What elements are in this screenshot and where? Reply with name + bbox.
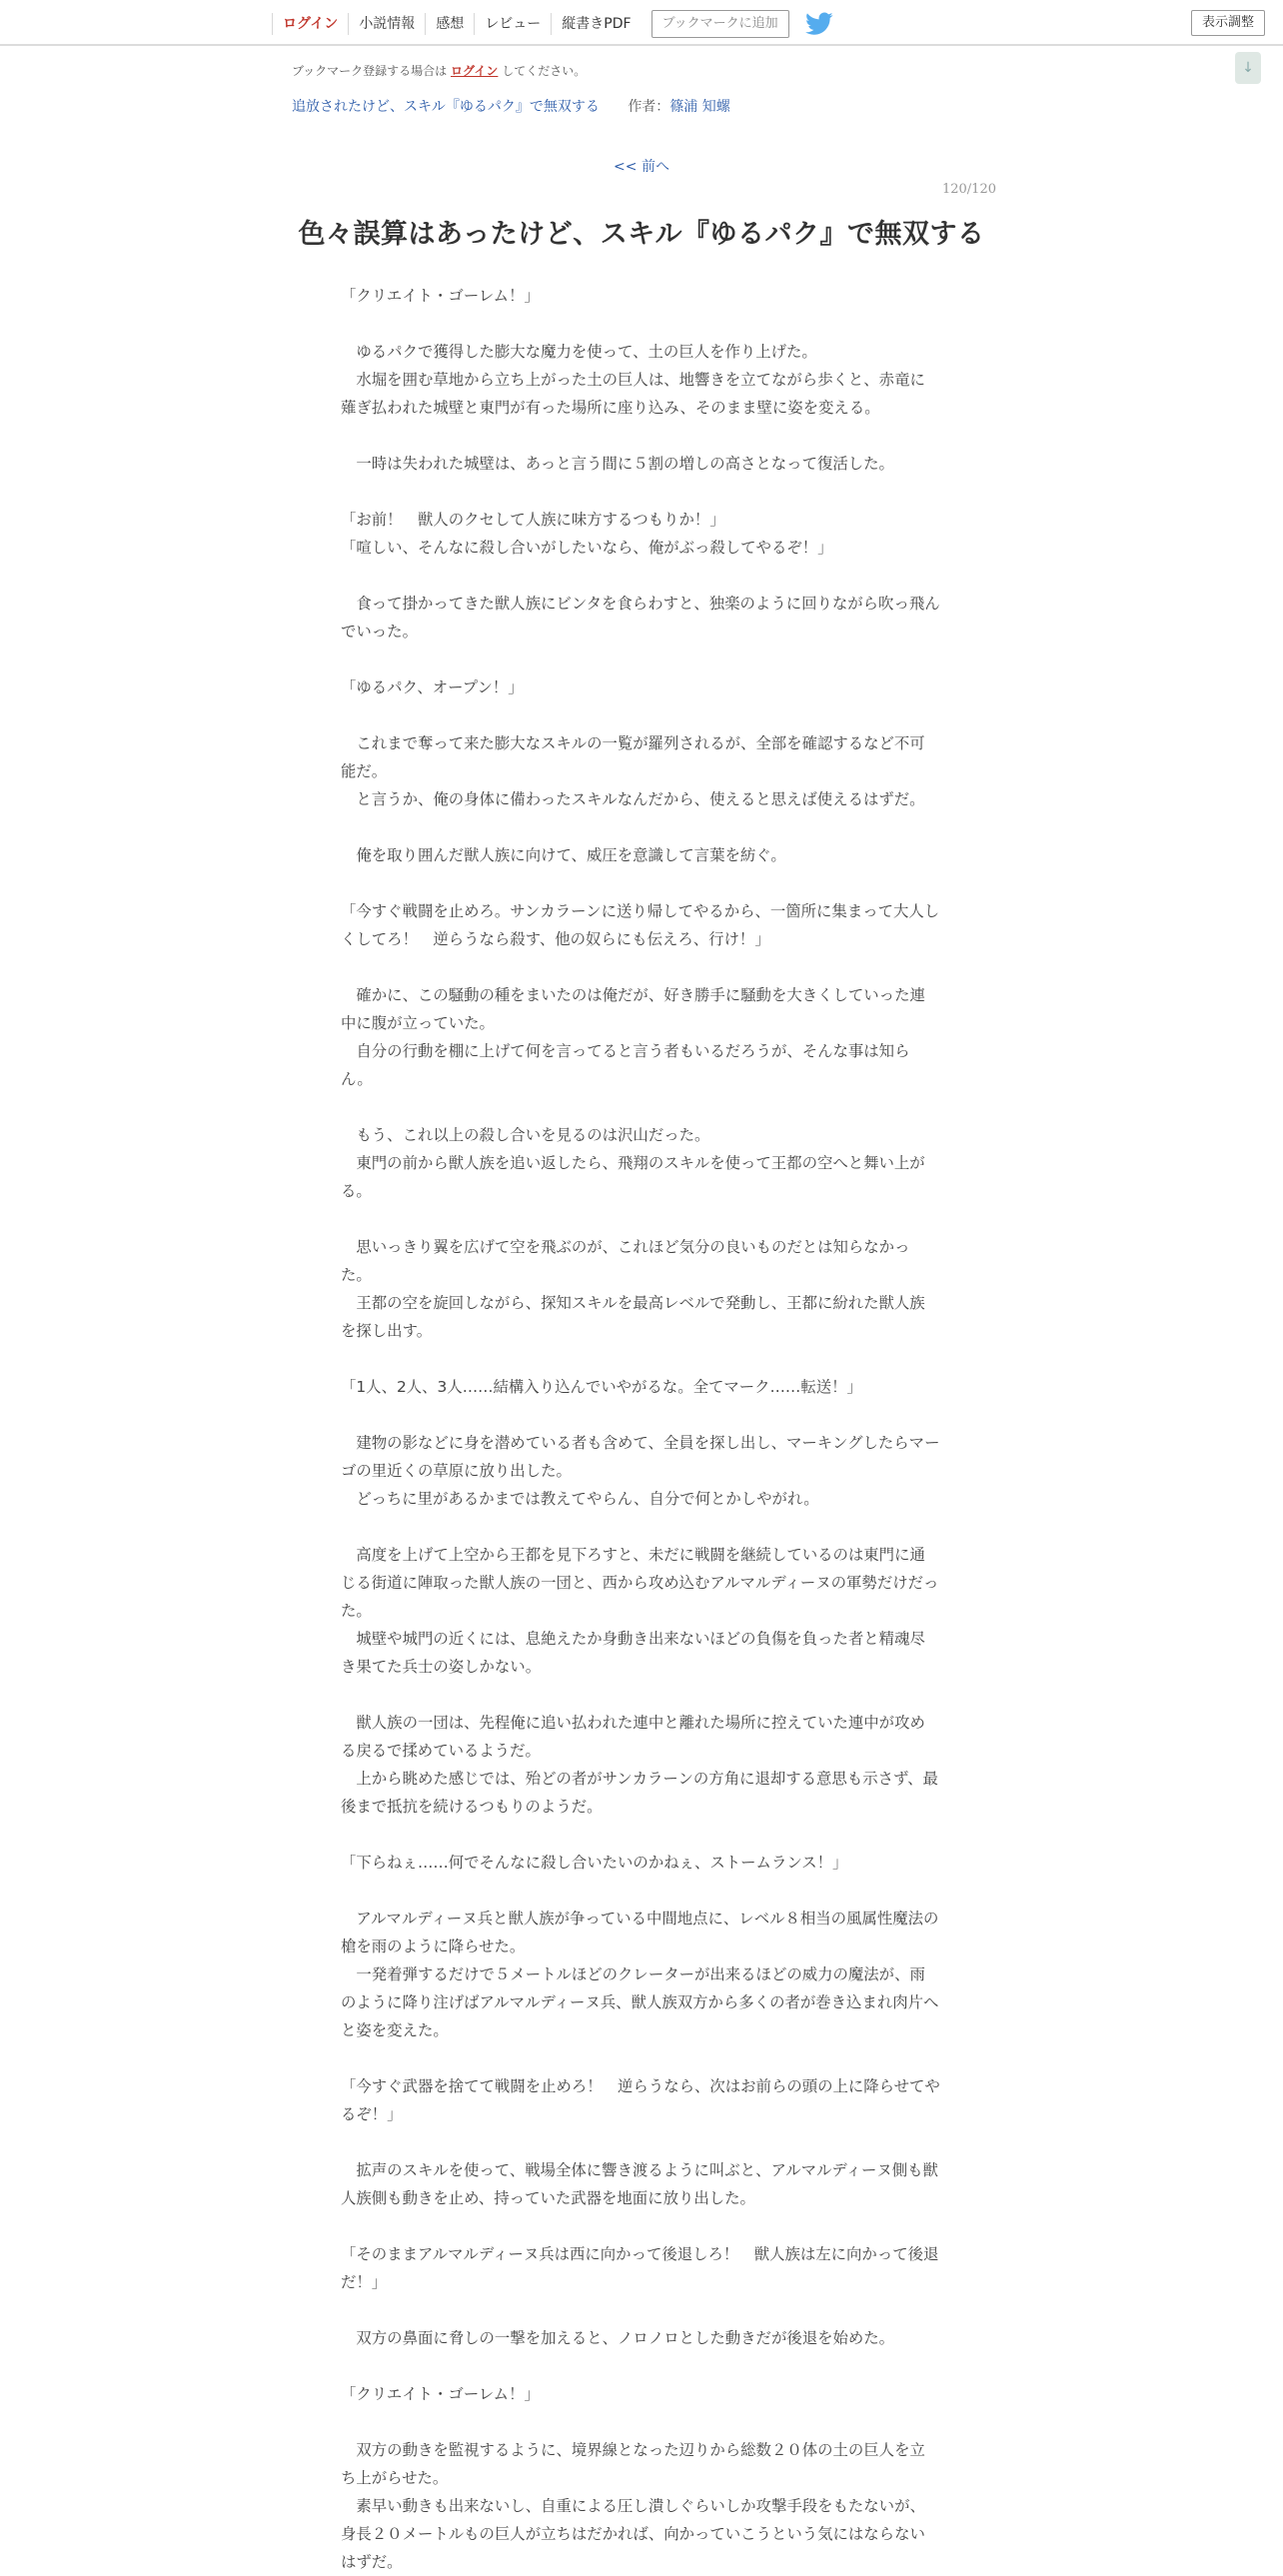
blank-line (341, 2212, 940, 2240)
blank-line (341, 953, 940, 981)
display-settings-button[interactable]: 表示調整 (1191, 10, 1265, 36)
prev-page-link[interactable]: << 前へ (614, 159, 669, 175)
blank-line (341, 813, 940, 841)
body-paragraph: 建物の影などに身を潜めている者も含めて、全員を探し出し、マーキングしたらマーゴの里近くの草原に放り出した。 (341, 1434, 940, 1480)
body-paragraph: 俺を取り囲んだ獣人族に向けて、威圧を意識して言葉を紡ぐ。 (341, 846, 786, 864)
blank-line (341, 422, 940, 450)
body-paragraph: 獣人族の一団は、先程俺に追い払われた連中と離れた場所に控えていた連中が攻める戻るで揉めているようだ。 (341, 1714, 925, 1760)
blank-line (341, 1205, 940, 1233)
body-paragraph: 「そのままアルマルディーヌ兵は西に向かって後退しろ！ 獣人族は左に向かって後退だ！」 (341, 2245, 939, 2291)
body-paragraph: 「今すぐ戦闘を止めろ。サンカラーンに送り帰してやるから、一箇所に集まって大人しくしてろ！ 逆らうなら殺す、他の奴らにも伝えろ、行け！」 (341, 902, 940, 948)
bookmark-login-link[interactable]: ログイン (451, 64, 499, 78)
body-paragraph: 食って掛かってきた獣人族にビンタを食らわすと、独楽のように回りながら吹っ飛んでいった。 (341, 595, 940, 641)
blank-line (341, 310, 940, 338)
body-paragraph: 「下らねぇ……何でそんなに殺し合いたいのかねぇ、ストームランス！」 (341, 1854, 848, 1872)
blank-line (341, 1093, 940, 1121)
top-nav (272, 6, 833, 42)
body-paragraph: 自分の行動を棚に上げて何を言ってると言う者もいるだろうが、そんな事は知らん。 (341, 1042, 910, 1088)
nav-login[interactable]: ログイン (272, 13, 348, 35)
body-paragraph: 一発着弾するだけで５メートルほどのクレーターが出来るほどの威力の魔法が、雨のように降り注げばアルマルディーヌ兵、獣人族双方から多くの者が巻き込まれ肉片へと姿を変えた。 (341, 1965, 939, 2039)
blank-line (341, 645, 940, 673)
blank-line (341, 2352, 940, 2380)
series-title-link[interactable]: 追放されたけど、スキル『ゆるパク』で無双する (292, 99, 600, 115)
blank-line (341, 1821, 940, 1849)
body-paragraph: 城壁や城門の近くには、息絶えたか身動き出来ないほどの負傷を負った者と精魂尽き果てた兵士の姿しかない。 (341, 1630, 925, 1676)
series-info (292, 96, 730, 116)
body-paragraph: 「喧しい、そんなに殺し合いがしたいなら、俺がぶっ殺してやるぞ！」 (341, 539, 833, 557)
blank-line (341, 2408, 940, 2436)
blank-line (341, 1345, 940, 1373)
body-paragraph: 素早い動きも出来ないし、自重による圧し潰しぐらいしか攻撃手段をもたないが、身長２０メートルもの巨人が立ちはだかれば、向かっていこうという気にはならないはずだ。 (341, 2497, 925, 2571)
page-count: 120/120 (941, 182, 996, 197)
body-paragraph: もう、これ以上の殺し合いを見るのは沢山だった。 (341, 1126, 710, 1144)
blank-line (341, 1401, 940, 1429)
body-paragraph: 水堀を囲む草地から立ち上がった土の巨人は、地響きを立てながら歩くと、赤竜に薙ぎ払われた城壁と東門が有った場所に座り込み、そのまま壁に姿を変える。 (341, 371, 925, 417)
scroll-down-button[interactable]: ↓ (1235, 52, 1261, 84)
body-paragraph: 思いっきり翼を広げて空を飛ぶのが、これほど気分の良いものだとは知らなかった。 (341, 1238, 910, 1284)
nav-review[interactable]: レビュー (474, 13, 551, 35)
body-paragraph: 確かに、この騒動の種をまいたのは俺だが、好き勝手に騒動を大きくしていった連中に腹が立っていた。 (341, 986, 925, 1032)
body-paragraph: 「ゆるパク、オープン！」 (341, 678, 524, 696)
blank-line (341, 869, 940, 897)
blank-line (341, 1681, 940, 1709)
author-link[interactable]: 篠浦 知螺 (669, 99, 730, 115)
blank-line (341, 1877, 940, 1905)
add-bookmark-button[interactable]: ブックマークに追加 (651, 10, 789, 38)
body-paragraph: 双方の鼻面に脅しの一撃を加えると、ノロノロとした動きだが後退を始めた。 (341, 2329, 895, 2347)
body-paragraph: 高度を上げて上空から王都を見下ろすと、未だに戦闘を継続しているのは東門に通じる街道に陣取った獣人族の一団と、西から攻め込むアルマルディーヌの軍勢だけだった。 (341, 1546, 939, 1620)
body-paragraph: 「1人、2人、3人……結構入り込んでいやがるな。全てマーク……転送！」 (341, 1378, 862, 1396)
prev-page-nav (0, 156, 1283, 176)
body-paragraph: 上から眺めた感じでは、殆どの者がサンカラーンの方角に退却する意思も示さず、最後まで抵抗を続けるつもりのようだ。 (341, 1770, 938, 1816)
body-paragraph: 「クリエイト・ゴーレム！」 (341, 287, 540, 305)
body-paragraph: 双方の動きを監視するように、境界線となった辺りから総数２０体の土の巨人を立ち上がらせた。 (341, 2441, 925, 2487)
body-paragraph: これまで奪って来た膨大なスキルの一覧が羅列されるが、全部を確認するなど不可能だ。 (341, 734, 925, 780)
author-label: 作者： (628, 99, 670, 115)
body-paragraph: 「お前！ 獣人のクセして人族に味方するつもりか！」 (341, 511, 725, 529)
chapter-title: 色々誤算はあったけど、スキル『ゆるパク』で無双する (298, 219, 985, 250)
blank-line (341, 2044, 940, 2072)
novel-body (341, 282, 940, 2576)
body-paragraph: 王都の空を旋回しながら、探知スキルを最高レベルで発動し、王都に紛れた獣人族を探し出す。 (341, 1294, 925, 1340)
nav-novel-info[interactable]: 小説情報 (348, 13, 425, 35)
nav-vertical-pdf[interactable]: 縦書きPDF (551, 13, 641, 35)
body-paragraph: アルマルディーヌ兵と獣人族が争っている中間地点に、レベル８相当の風属性魔法の槍を雨のように降らせた。 (341, 1910, 939, 1955)
blank-line (341, 1513, 940, 1541)
bookmark-notice-before: ブックマーク登録する場合は (292, 64, 448, 78)
bookmark-notice (292, 62, 586, 79)
body-paragraph: 一時は失われた城壁は、あっと言う間に５割の増しの高さとなって復活した。 (341, 455, 894, 473)
blank-line (341, 2128, 940, 2156)
body-paragraph: 拡声のスキルを使って、戦場全体に響き渡るように叫ぶと、アルマルディーヌ側も獣人族側も動きを止め、持っていた武器を地面に放り出した。 (341, 2161, 938, 2207)
body-paragraph: と言うか、俺の身体に備わったスキルなんだから、使えると思えば使えるはずだ。 (341, 790, 925, 808)
top-header (0, 0, 1283, 46)
body-paragraph: 「今すぐ武器を捨てて戦闘を止めろ！ 逆らうなら、次はお前らの頭の上に降らせてやるぞ！」 (341, 2077, 940, 2123)
blank-line (341, 701, 940, 729)
blank-line (341, 478, 940, 506)
blank-line (341, 562, 940, 590)
blank-line (341, 2296, 940, 2324)
body-paragraph: どっちに里があるかまでは教えてやらん、自分で何とかしやがれ。 (341, 1490, 819, 1508)
body-paragraph: 「クリエイト・ゴーレム！」 (341, 2385, 540, 2403)
twitter-icon[interactable] (805, 12, 833, 36)
bookmark-notice-after: してください。 (502, 64, 587, 78)
body-paragraph: ゆるパクで獲得した膨大な魔力を使って、土の巨人を作り上げた。 (341, 343, 817, 361)
nav-impressions[interactable]: 感想 (425, 13, 474, 35)
body-paragraph: 東門の前から獣人族を追い返したら、飛翔のスキルを使って王都の空へと舞い上がる。 (341, 1154, 925, 1200)
